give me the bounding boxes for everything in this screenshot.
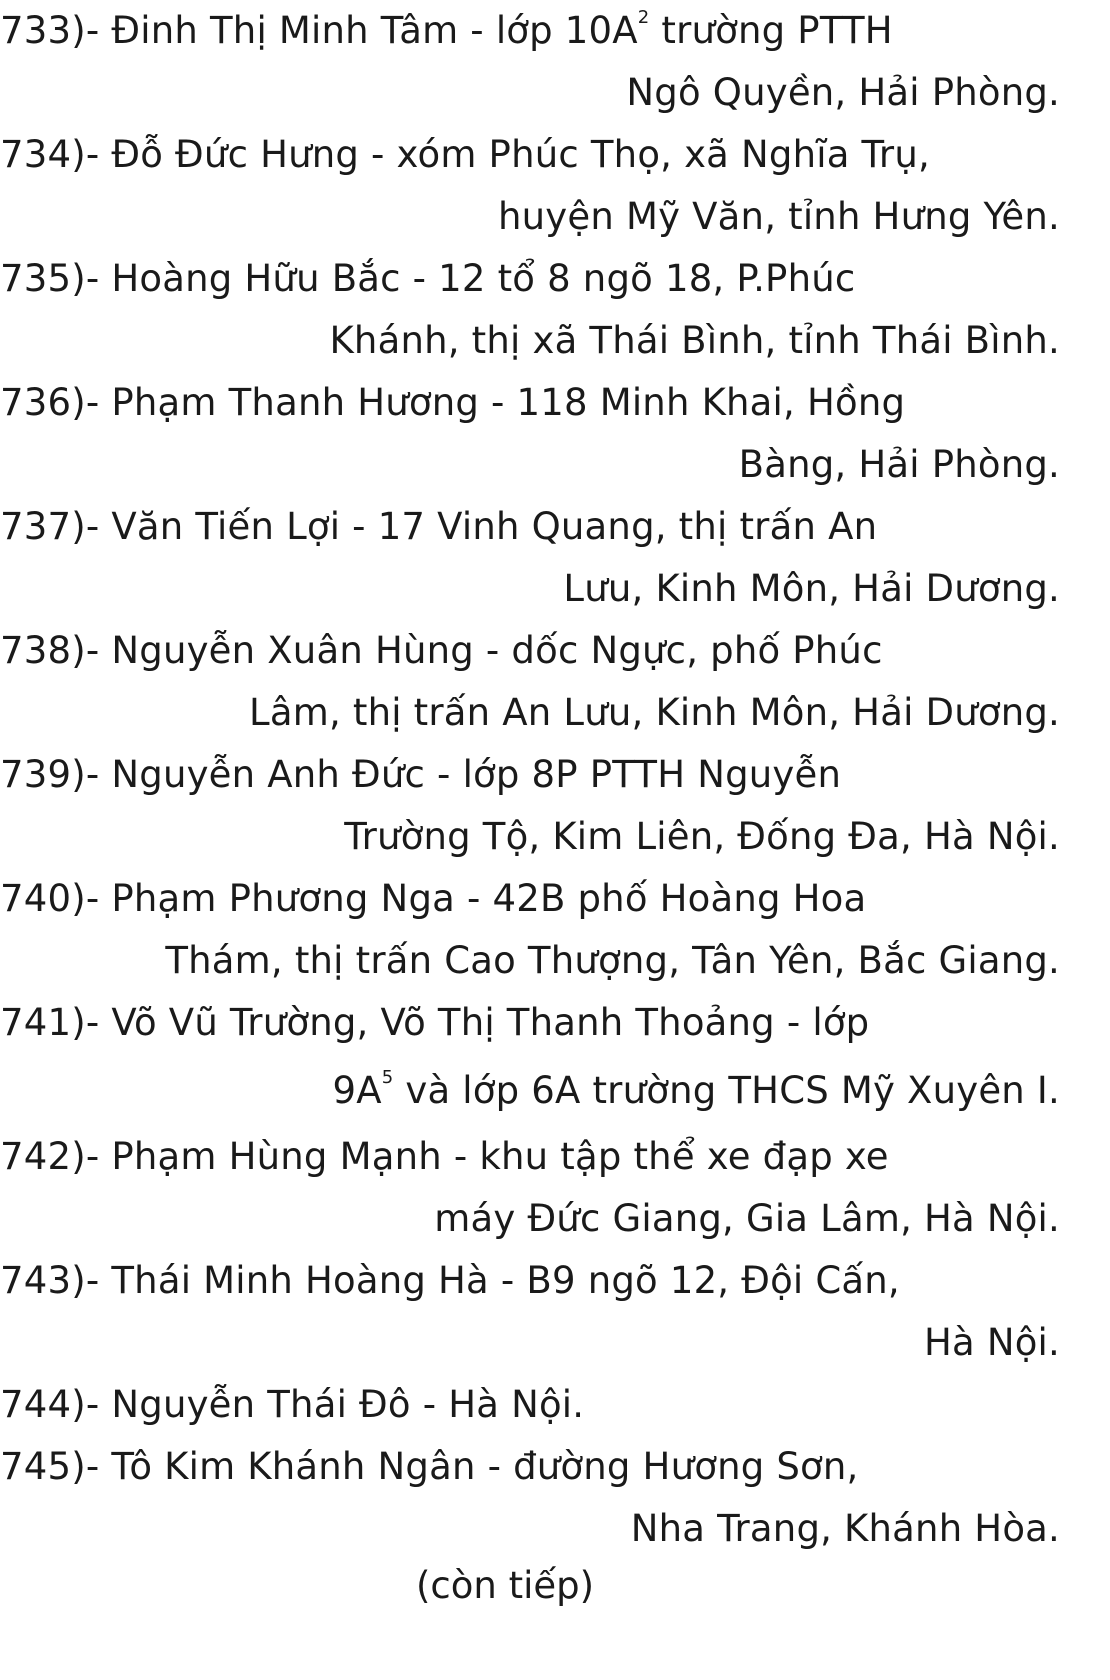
entry-number: 743)- [0,1259,112,1302]
list-item [0,0,1060,124]
list-item [0,496,1060,620]
entry-text: Thái Minh Hoàng Hà - B9 ngõ 12, Đội Cấn, [111,1259,900,1302]
entry-text: Nguyễn Anh Đức - lớp 8P PTTH Nguyễn [111,753,842,796]
entry-text: 9A [332,1069,382,1112]
entry-number: 737)- [0,505,112,548]
list-item [0,1374,1060,1436]
list-item [0,1250,1060,1374]
list-item [0,1126,1060,1250]
entry-text: Võ Vũ Trường, Võ Thị Thanh Thoảng - lớp [111,1001,870,1044]
entry-continuation: Hà Nội. [923,1321,1060,1364]
list-item [0,620,1060,744]
entry-text: Văn Tiến Lợi - 17 Vinh Quang, thị trấn An [111,505,878,548]
list-item [0,124,1060,248]
list-item [0,868,1060,992]
superscript: 2 [637,7,650,28]
superscript: 5 [381,1067,394,1088]
entry-number: 740)- [0,877,112,920]
entry-text: Đinh Thị Minh Tâm - lớp 10A [111,9,638,52]
entry-number: 736)- [0,381,112,424]
entry-continuation: Nha Trang, Khánh Hòa. [630,1507,1060,1550]
entry-number: 739)- [0,753,112,796]
entry-text: Tô Kim Khánh Ngân - đường Hương Sơn, [111,1445,859,1488]
list-item [0,992,1060,1122]
entry-continuation: Lâm, thị trấn An Lưu, Kinh Môn, Hải Dương. [249,691,1060,734]
list-item [0,372,1060,496]
entry-continuation: Khánh, thị xã Thái Bình, tỉnh Thái Bình. [329,319,1060,362]
entry-continuation: Thám, thị trấn Cao Thượng, Tân Yên, Bắc Giang. [165,939,1060,982]
entry-continuation: máy Đức Giang, Gia Lâm, Hà Nội. [434,1197,1060,1240]
entry-text-cont: và lớp 6A trường THCS Mỹ Xuyên I. [393,1069,1060,1112]
entry-number: 734)- [0,133,112,176]
entry-text: Hoàng Hữu Bắc - 12 tổ 8 ngõ 18, P.Phúc [111,257,856,300]
entry-number: 744)- [0,1383,112,1426]
entry-text: Nguyễn Xuân Hùng - dốc Ngực, phố Phúc [111,629,883,672]
entry-number: 741)- [0,1001,112,1044]
entry-text: Đỗ Đức Hưng - xóm Phúc Thọ, xã Nghĩa Trụ, [111,133,930,176]
entry-text: Phạm Hùng Mạnh - khu tập thể xe đạp xe [111,1135,889,1178]
entry-number: 738)- [0,629,112,672]
list-item [0,1436,1060,1560]
entry-continuation: Ngô Quyền, Hải Phòng. [626,71,1060,114]
entry-continuation: huyện Mỹ Văn, tỉnh Hưng Yên. [498,195,1060,238]
entry-text: Nguyễn Thái Đô - Hà Nội. [111,1383,585,1426]
entry-continuation: Bàng, Hải Phòng. [738,443,1060,486]
entry-text: Phạm Thanh Hương - 118 Minh Khai, Hồng [111,381,906,424]
list-item [0,248,1060,372]
entry-continuation: Trường Tộ, Kim Liên, Đống Đa, Hà Nội. [344,815,1060,858]
entry-number: 742)- [0,1135,112,1178]
entry-number: 733)- [0,9,112,52]
entry-number: 735)- [0,257,112,300]
entry-continuation [0,1060,1060,1122]
continued-note: (còn tiếp) [415,1564,595,1607]
entry-continuation: Lưu, Kinh Môn, Hải Dương. [563,567,1060,610]
list-item [0,744,1060,868]
entry-number: 745)- [0,1445,112,1488]
entry-text-cont: trường PTTH [649,9,893,52]
entry-text: Phạm Phương Nga - 42B phố Hoàng Hoa [111,877,867,920]
